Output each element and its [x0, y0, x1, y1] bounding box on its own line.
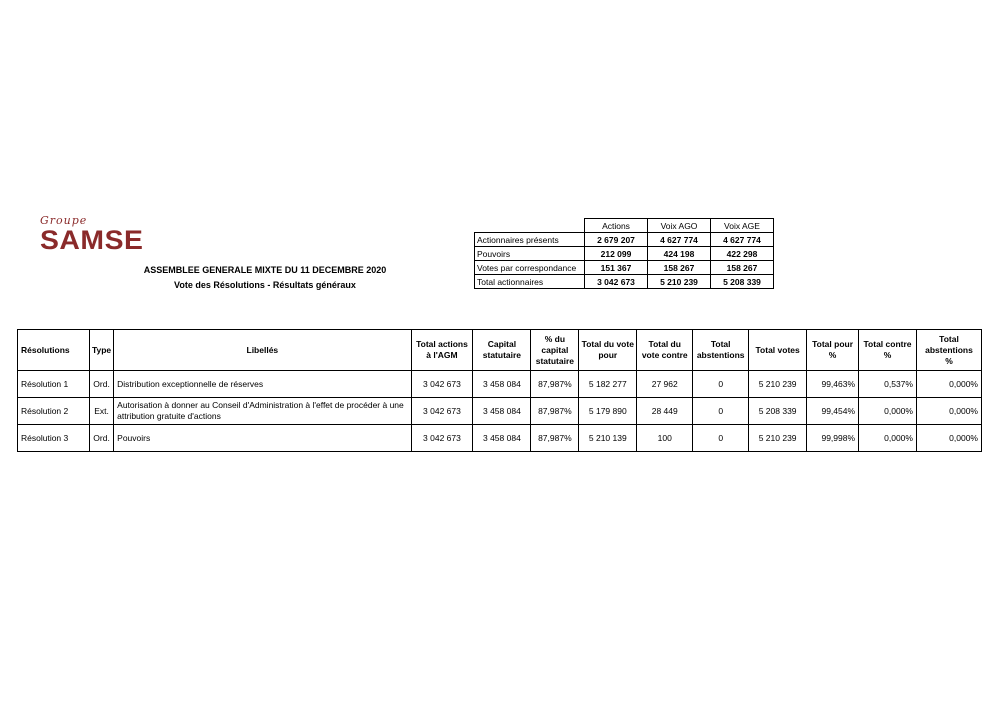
- header-text: statutaire: [535, 355, 574, 366]
- results-table: [17, 329, 982, 452]
- summary-row-label: Total actionnaires: [475, 275, 585, 289]
- table-row: [18, 425, 982, 452]
- title-line-1: ASSEMBLEE GENERALE MIXTE DU 11 DECEMBRE 2020: [143, 265, 387, 275]
- header-text: à l'AGM: [426, 350, 458, 360]
- cell-pct-capital: 87,987%: [531, 398, 579, 425]
- cell-total-actions: 3 042 673: [411, 371, 473, 398]
- cell-libelle: [114, 398, 411, 425]
- header-text: %: [945, 355, 953, 366]
- cell-capital: 3 458 084: [473, 425, 531, 452]
- header-text: Total du: [648, 339, 681, 349]
- cell-vote-contre: 100: [637, 425, 693, 452]
- header-total-votes: Total votes: [749, 330, 807, 371]
- cell-pct-abstentions: 0,000%: [916, 371, 981, 398]
- cell-pct-pour: 99,998%: [807, 425, 859, 452]
- cell-total-votes: 5 208 339: [749, 398, 807, 425]
- summary-cell: 212 099: [585, 247, 648, 261]
- results-header-row: [18, 330, 982, 371]
- cell-resolution: Résolution 2: [18, 398, 90, 425]
- samse-logo: [40, 215, 165, 254]
- cell-pct-capital: 87,987%: [531, 425, 579, 452]
- summary-table: [474, 218, 774, 289]
- header-text: Total contre: [863, 339, 912, 349]
- summary-cell: 3 042 673: [585, 275, 648, 289]
- logo-groupe-text: Groupe: [40, 214, 88, 227]
- summary-header-cell: Voix AGO: [648, 219, 711, 233]
- summary-row: [475, 233, 774, 247]
- cell-abstentions: 0: [693, 371, 749, 398]
- cell-pct-contre: 0,000%: [859, 398, 917, 425]
- summary-row-label: Votes par correspondance: [475, 261, 585, 275]
- cell-resolution: Résolution 1: [18, 371, 90, 398]
- cell-vote-pour: 5 210 139: [579, 425, 637, 452]
- cell-type: Ord.: [89, 371, 113, 398]
- summary-cell: 5 208 339: [711, 275, 774, 289]
- cell-pct-abstentions: 0,000%: [916, 398, 981, 425]
- cell-total-actions: 3 042 673: [411, 425, 473, 452]
- header-text: Total: [939, 333, 959, 344]
- header-text: Total du vote: [581, 339, 634, 349]
- cell-pct-contre: 0,000%: [859, 425, 917, 452]
- header-text: pour: [598, 350, 618, 360]
- logo-samse-text: SAMSE: [40, 225, 144, 255]
- cell-capital: 3 458 084: [473, 371, 531, 398]
- libelle-text: Pouvoirs: [117, 432, 151, 443]
- header-text: % du: [544, 333, 566, 344]
- cell-vote-contre: 28 449: [637, 398, 693, 425]
- cell-resolution: Résolution 3: [18, 425, 90, 452]
- header-text: abstentions: [696, 350, 745, 360]
- cell-pct-capital: 87,987%: [531, 371, 579, 398]
- summary-cell: 4 627 774: [711, 233, 774, 247]
- summary-cell: 5 210 239: [648, 275, 711, 289]
- cell-vote-contre: 27 962: [637, 371, 693, 398]
- header-pct-capital: [531, 330, 579, 371]
- header-total-pour: [807, 330, 859, 371]
- cell-total-votes: 5 210 239: [749, 371, 807, 398]
- header-vote-contre: [637, 330, 693, 371]
- summary-row: [475, 275, 774, 289]
- cell-type: Ord.: [89, 425, 113, 452]
- cell-vote-pour: 5 179 890: [579, 398, 637, 425]
- header-text: vote contre: [641, 350, 688, 360]
- summary-row-label: Actionnaires présents: [475, 233, 585, 247]
- libelle-text: Autorisation à donner au Conseil d'Administration à l'effet de procéder à une: [117, 400, 404, 410]
- cell-total-votes: 5 210 239: [749, 425, 807, 452]
- cell-abstentions: 0: [693, 425, 749, 452]
- document-title: [110, 263, 420, 293]
- header-text: %: [883, 350, 892, 360]
- cell-pct-contre: 0,537%: [859, 371, 917, 398]
- summary-cell: 158 267: [711, 261, 774, 275]
- summary-cell: 424 198: [648, 247, 711, 261]
- cell-capital: 3 458 084: [473, 398, 531, 425]
- header-text: statutaire: [482, 350, 522, 360]
- header-libelles: Libellés: [114, 330, 411, 371]
- summary-cell: 2 679 207: [585, 233, 648, 247]
- cell-pct-pour: 99,463%: [807, 371, 859, 398]
- header-text: %: [828, 350, 837, 360]
- cell-abstentions: 0: [693, 398, 749, 425]
- header-abstentions: [693, 330, 749, 371]
- cell-total-actions: 3 042 673: [411, 398, 473, 425]
- summary-header-cell: Actions: [585, 219, 648, 233]
- summary-row-label: Pouvoirs: [475, 247, 585, 261]
- cell-type: Ext.: [89, 398, 113, 425]
- table-row: [18, 371, 982, 398]
- summary-cell: 151 367: [585, 261, 648, 275]
- cell-pct-pour: 99,454%: [807, 398, 859, 425]
- summary-cell: 158 267: [648, 261, 711, 275]
- cell-vote-pour: 5 182 277: [579, 371, 637, 398]
- summary-cell: 4 627 774: [648, 233, 711, 247]
- header-total-actions: [411, 330, 473, 371]
- header-text: capital: [541, 344, 569, 355]
- cell-libelle: [114, 371, 411, 398]
- header-text: Total actions: [416, 339, 468, 349]
- header-text: abstentions: [925, 344, 973, 355]
- summary-header-row: [475, 219, 774, 233]
- header-total-abstentions: [916, 330, 981, 371]
- libelle-text: Distribution exceptionnelle de réserves: [117, 378, 264, 389]
- cell-libelle: [114, 425, 411, 452]
- header-resolutions: Résolutions: [18, 330, 90, 371]
- summary-corner: [475, 219, 585, 233]
- table-row: [18, 398, 982, 425]
- header-vote-pour: [579, 330, 637, 371]
- libelle-text: attribution gratuite d'actions: [117, 411, 221, 421]
- header-capital: [473, 330, 531, 371]
- header-type: Type: [89, 330, 113, 371]
- header-text: Total: [710, 339, 731, 349]
- cell-pct-abstentions: 0,000%: [916, 425, 981, 452]
- summary-cell: 422 298: [711, 247, 774, 261]
- summary-header-cell: Voix AGE: [711, 219, 774, 233]
- title-line-2: Vote des Résolutions - Résultats généraux: [174, 280, 356, 290]
- header-total-contre: [859, 330, 917, 371]
- summary-row: [475, 247, 774, 261]
- header-text: Capital: [487, 339, 517, 349]
- summary-row: [475, 261, 774, 275]
- header-text: Total pour: [812, 339, 854, 349]
